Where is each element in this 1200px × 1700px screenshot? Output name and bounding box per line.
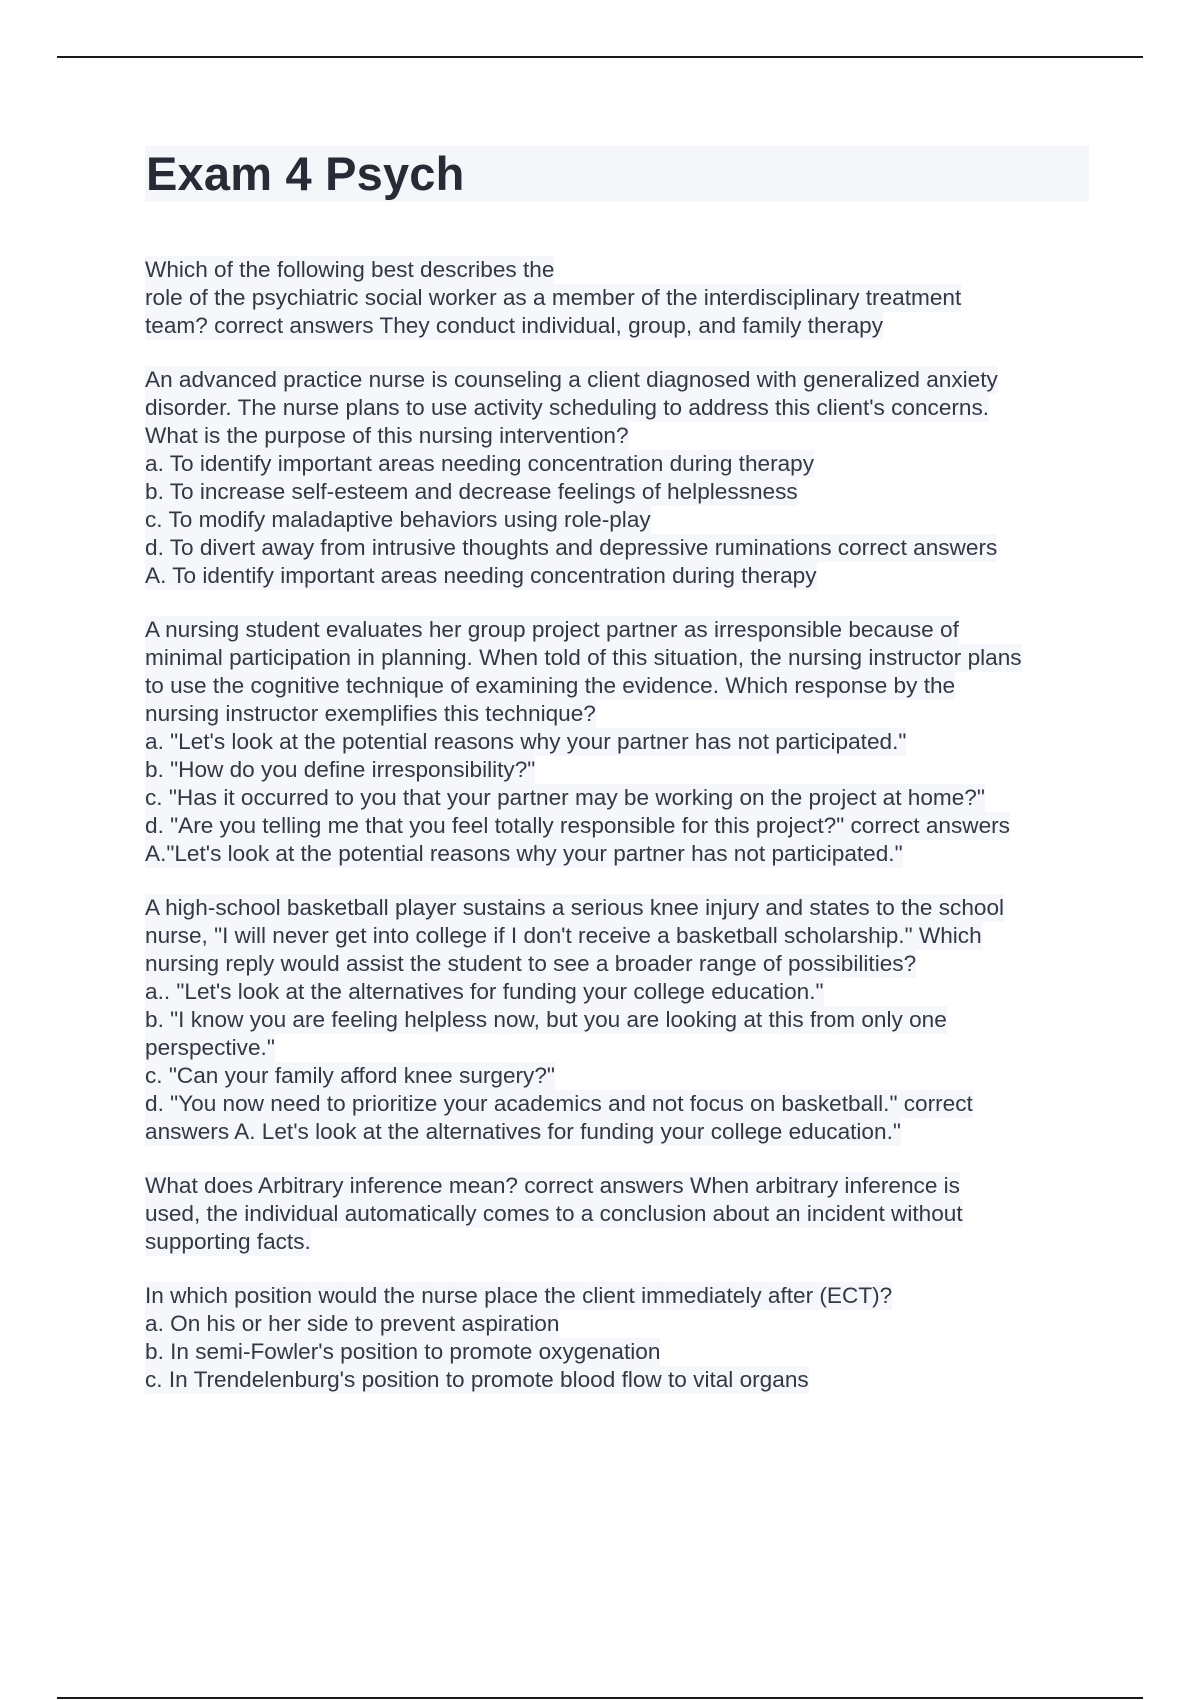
- text-line: disorder. The nurse plans to use activity scheduling to address this client's concerns.: [145, 395, 990, 420]
- text-line: nursing instructor exemplifies this technique?: [145, 701, 596, 726]
- text-line: nurse, "I will never get into college if I don't receive a basketball scholarship." Which: [145, 923, 982, 948]
- text-line: c. "Can your family afford knee surgery?": [145, 1063, 555, 1088]
- text-line: d. To divert away from intrusive thoughts and depressive ruminations correct answers: [145, 535, 998, 560]
- text-line: An advanced practice nurse is counseling a client diagnosed with generalized anxiety: [145, 367, 998, 392]
- question-block: [145, 616, 1095, 868]
- text-line: d. "Are you telling me that you feel totally responsible for this project?" correct answers: [145, 813, 1010, 838]
- text-line: nursing reply would assist the student to see a broader range of possibilities?: [145, 951, 917, 976]
- text-line: d. "You now need to prioritize your academics and not focus on basketball." correct: [145, 1091, 973, 1116]
- text-line: to use the cognitive technique of examining the evidence. Which response by the: [145, 673, 956, 698]
- document-body: [145, 256, 1095, 1420]
- text-line: A."Let's look at the potential reasons why your partner has not participated.": [145, 841, 903, 866]
- question-block: [145, 894, 1095, 1146]
- question-block: [145, 1282, 1095, 1394]
- text-line: c. In Trendelenburg's position to promote blood flow to vital organs: [145, 1367, 809, 1392]
- text-line: In which position would the nurse place the client immediately after (ECT)?: [145, 1283, 893, 1308]
- text-line: What does Arbitrary inference mean? correct answers When arbitrary inference is: [145, 1173, 960, 1198]
- text-line: A high-school basketball player sustains a serious knee injury and states to the school: [145, 895, 1005, 920]
- text-line: team? correct answers They conduct individual, group, and family therapy: [145, 313, 884, 338]
- question-block: [145, 1172, 1095, 1256]
- text-line: A. To identify important areas needing concentration during therapy: [145, 563, 817, 588]
- text-line: b. In semi-Fowler's position to promote oxygenation: [145, 1339, 661, 1364]
- bottom-rule: [57, 1697, 1143, 1699]
- question-block: [145, 366, 1095, 590]
- text-line: Which of the following best describes the: [145, 257, 555, 282]
- text-line: A nursing student evaluates her group project partner as irresponsible because of: [145, 617, 959, 642]
- text-line: answers A. Let's look at the alternatives for funding your college education.": [145, 1119, 901, 1144]
- text-line: minimal participation in planning. When told of this situation, the nursing instructor plans: [145, 645, 1022, 670]
- text-line: b. To increase self-esteem and decrease feelings of helplessness: [145, 479, 798, 504]
- text-line: c. To modify maladaptive behaviors using role-play: [145, 507, 651, 532]
- text-line: supporting facts.: [145, 1229, 311, 1254]
- text-line: role of the psychiatric social worker as a member of the interdisciplinary treatment: [145, 285, 962, 310]
- text-line: used, the individual automatically comes to a conclusion about an incident without: [145, 1201, 963, 1226]
- text-line: b. "I know you are feeling helpless now, but you are looking at this from only one: [145, 1007, 947, 1032]
- top-rule: [57, 56, 1143, 58]
- text-line: b. "How do you define irresponsibility?": [145, 757, 536, 782]
- text-line: a. "Let's look at the potential reasons why your partner has not participated.": [145, 729, 907, 754]
- text-line: a.. "Let's look at the alternatives for funding your college education.": [145, 979, 824, 1004]
- text-line: c. "Has it occurred to you that your partner may be working on the project at home?": [145, 785, 985, 810]
- text-line: a. On his or her side to prevent aspiration: [145, 1311, 560, 1336]
- text-line: perspective.": [145, 1035, 275, 1060]
- text-line: What is the purpose of this nursing intervention?: [145, 423, 629, 448]
- question-block: [145, 256, 1095, 340]
- document-title: Exam 4 Psych: [146, 147, 465, 200]
- text-line: a. To identify important areas needing concentration during therapy: [145, 451, 815, 476]
